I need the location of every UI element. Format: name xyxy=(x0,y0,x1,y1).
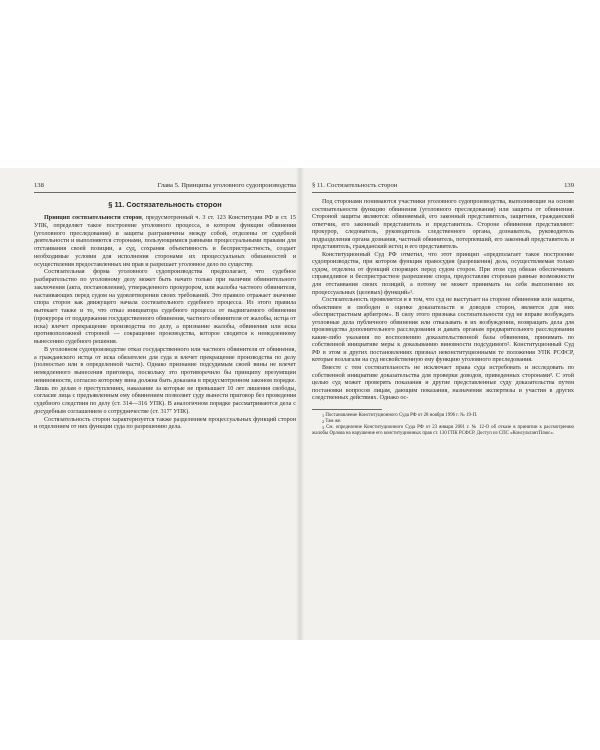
right-paragraph-3: Состязательность проявляется и в том, что суд не выступает на стороне обвинения или защиты, объективен и свободен в оценке доказательств и доводов сторон, является для них «беспристрастным арбитром». В силу этого признака состязательности суд не вправе возбуждать уголовные дела публичного обвинения или отказывать в их возбуждении, возвращать дела для производства дополнительного расследования и давать органам предварительного расследования какие-либо указания по восполнению доказательственной базы обвинения, принимать по собственной инициативе меры к доказыванию виновности подсудимого². Конституционный Суд РФ в этом и других постановлениях признал неконституционными те положения УПК РСФСР, которые возлагали на суд несвойственную ему функцию уголовного преследования. xyxy=(312,297,574,364)
right-running-head-text: § 11. Состязательность сторон xyxy=(312,182,398,189)
left-page xyxy=(34,168,296,640)
book-spread xyxy=(0,168,600,640)
left-paragraph-2: Состязательная форма уголовного судопроизводства предполагает, что судебное разбирательство по уголовному делу может быть начато только при наличии обвинительного заключения (акта, постановления), утвержденного прокурором, или жалобы частного обвинителя, настаивающих перед судом на удовлетворении своих требований. Это правило отражает значение спора сторон как движущего начала состязательного судебного процесса. Из этого правила вытекает также и то, что отказ инициатора судебного процесса от выдвигаемого обвинения (прокурора от поддержания государственного обвинения, частного обвинителя от жалобы, истца от иска) влечет прекращение производства по делу, а признание жалобы, обвинения или иска противоположной стороной — сокращение производства, которое сводится к немедленному вынесению судебного решения. xyxy=(34,269,296,345)
right-running-head xyxy=(312,180,574,193)
right-page-number: 139 xyxy=(564,182,574,189)
footnote-3 xyxy=(312,425,574,437)
left-paragraph-4: Состязательность сторон характеризуется также разделением процессуальных функций сторон и отделением от них функции суда по разрешению дела. xyxy=(34,416,296,431)
footnote-2-mark: 2 xyxy=(322,418,325,424)
lead-phrase: Принцип состязательности сторон xyxy=(44,215,142,221)
right-paragraph-2: Конституционный Суд РФ отметил, что этот принцип «предполагает такое построение судопроизводства, при котором функция правосудия (разрешения) дела, осуществляемая только судом, отделена от функций спорящих перед судом сторон. При этом суд обязан обеспечивать справедливое и беспристрастное разрешение спора, предоставляя сторонам равные возможности для отстаивания своих позиций, а потому не может принимать на себя выполнение их процессуальных (целевых) функций»¹. xyxy=(312,251,574,296)
right-paragraph-1: Под сторонами понимаются участники уголовного судопроизводства, выполняющие на основе состязательности функцию обвинения (уголовного преследования) или защиты от обвинения. Стороной защиты являются: обвиняемый, его законный представитель, защитник, гражданский ответчик, его законный представитель и представитель. Стороне обвинения представляют: прокурор, следователь, руководитель следственного органа, дознаватель, руководитель подразделения органа дознания, частный обвинитель, потерпевший, его законный представитель и представитель, гражданский истец и его представитель. xyxy=(312,199,574,251)
book-gutter xyxy=(296,168,304,640)
footnote-2-text: Там же. xyxy=(325,418,342,424)
footnote-rule xyxy=(312,409,382,410)
section-title: § 11. Состязательность сторон xyxy=(108,200,222,209)
footnote-3-text: См. определение Конституционного Суда РФ от 23 января 2001 г. № 12-О об отказе в принятии к рассмотрению жалобы Орлова на нарушение его конституционных прав ст. 130 ГПК РСФСР. Доступ из СПС «КонсультантПлюс». xyxy=(312,424,574,436)
left-running-head-text: Глава 5. Принципы уголовного судопроизводства xyxy=(157,182,296,189)
right-page xyxy=(312,168,574,640)
left-paragraph-1 xyxy=(34,215,296,269)
footnote-1-mark: 1 xyxy=(322,412,325,418)
left-paragraph-1-text: , предусмотренный ч. 3 ст. 123 Конституции РФ и ст. 15 УПК, определяет такое построение уголовного процесса, в котором функции обвинения (уголовного преследования) и защиты разграничены между собой, отделены от судебной деятельности и выполняются сторонами, пользующимися равными процессуальными правами для отстаивания своей позиции, а суд, сохраняя объективность и беспристрастность, создает необходимые условия для исполнения сторонами их процессуальных обязанностей и осуществления предоставленных им прав и разрешает уголовное дело по существу. xyxy=(34,215,296,268)
footnote-3-mark: 3 xyxy=(322,424,325,430)
left-paragraph-3: В уголовном судопроизводстве отказ государственного или частного обвинителя от обвинения, а гражданского истца от иска обязателен для суда и влечет прекращение производства по делу (полностью или в определенной части). Однако признание подсудимым своей вины не влечет немедленного вынесения приговора, поскольку это противоречило бы принципу презумпции невиновности, согласно которому вина должна быть доказана в предусмотренном законом порядке. Лишь по делам о преступлениях, наказание за которые не превышает 10 лет лишения свободы, согласие лица с предъявленным ему обвинением позволяет суду вынести приговор без проведения судебного следствия по делу (ст. 314—316 УПК). В аналогичном порядке рассматриваются дела с досудебным соглашением о сотрудничестве (ст. 317⁷ УПК). xyxy=(34,346,296,415)
right-paragraph-4: Вместе с тем состязательность не исключает права суда истребовать и исследовать по собственной инициативе доказательства для проверки доводов, приведенных сторонами³. С этой целью суд может проверять показания и другие представленные суду доказательства путем постановки вопросов лицам, дающим показания, назначения экспертизы и участия в других следственных действиях. Однако ос- xyxy=(312,365,574,402)
left-running-head xyxy=(34,180,296,193)
left-page-number: 138 xyxy=(34,182,44,189)
footnote-1-text: Постановление Конституционного Суда РФ от 28 ноября 1996 г. № 19-П. xyxy=(325,412,478,418)
